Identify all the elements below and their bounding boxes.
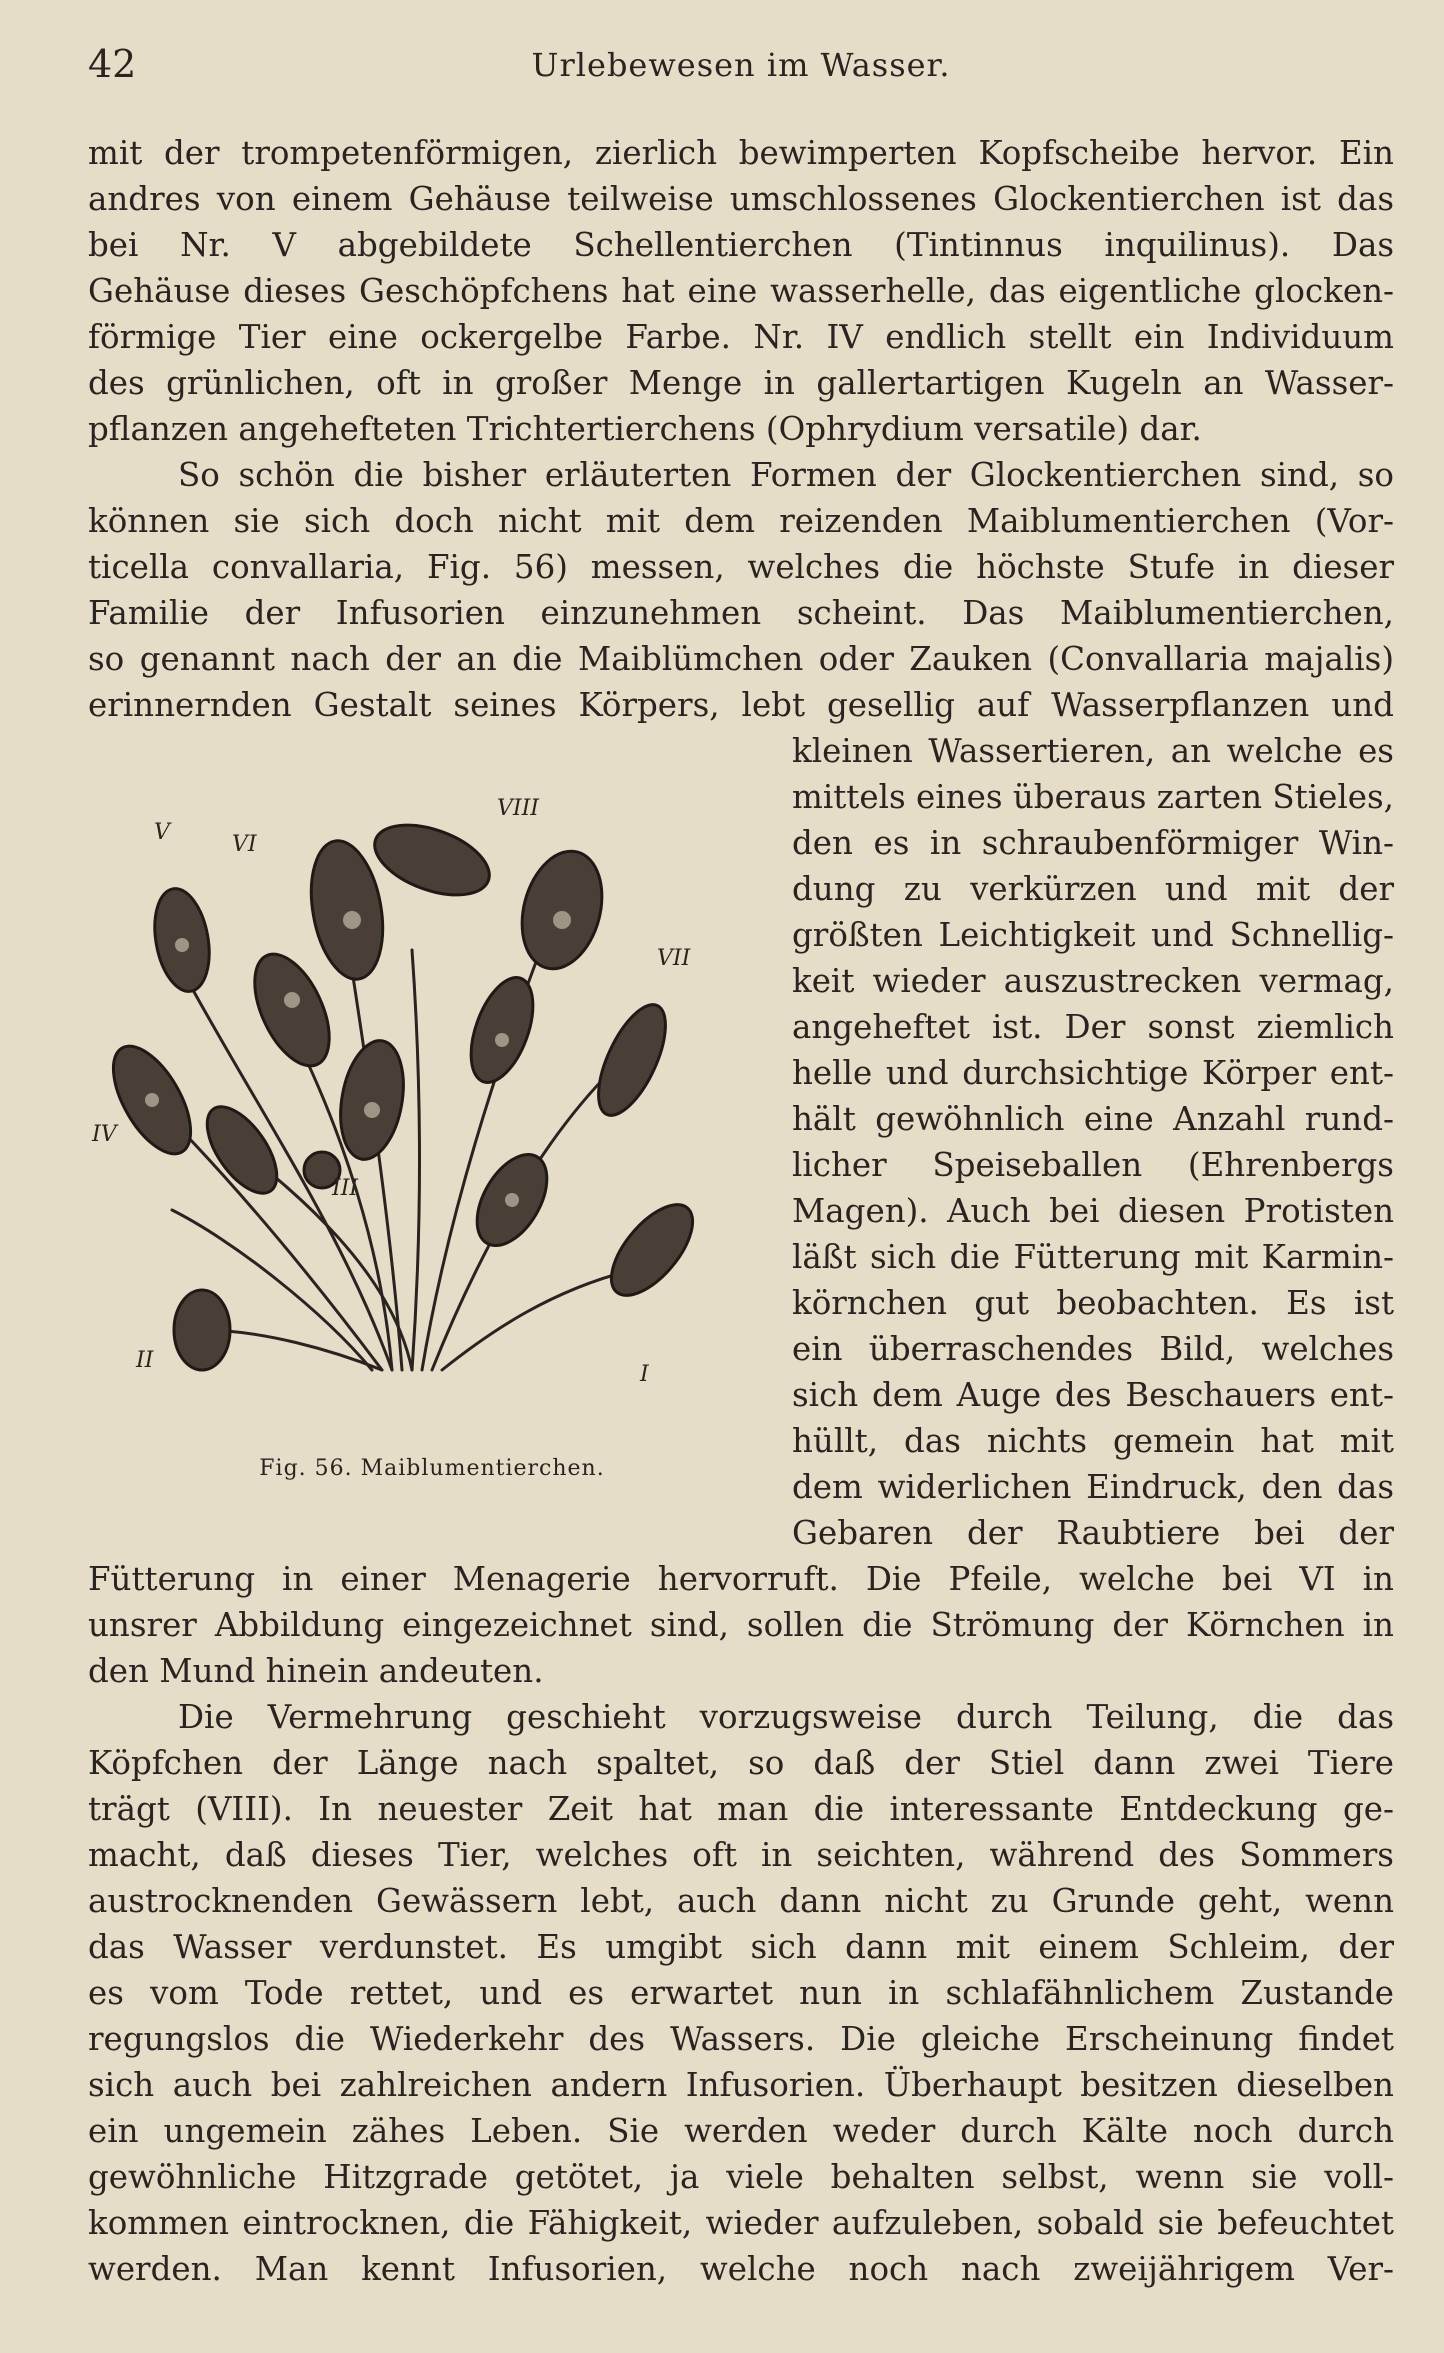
text-line: läßt sich die Fütterung mit Karmin-	[792, 1238, 1394, 1276]
text-line: größten Leichtigkeit und Schnellig-	[792, 916, 1394, 954]
text-line: gewöhnliche Hitzgrade getötet, ja viele behalten selbst, wenn sie voll-	[88, 2158, 1394, 2196]
text-line: werden. Man kennt Infusorien, welche noch nach zweijährigem Ver-	[88, 2250, 1394, 2288]
text-line: Gehäuse dieses Geschöpfchens hat eine wasserhelle, das eigentliche glocken-	[88, 272, 1394, 310]
text-line: hüllt, das nichts gemein hat mit	[792, 1422, 1394, 1460]
page-number: 42	[88, 42, 137, 86]
text-line: licher Speiseballen (Ehrenbergs	[792, 1146, 1394, 1184]
text-line: Fütterung in einer Menagerie hervorruft. Die Pfeile, welche bei VI in	[88, 1560, 1394, 1598]
text-line: ticella convallaria, Fig. 56) messen, welches die höchste Stufe in dieser	[88, 548, 1394, 586]
figure-label-i: I	[640, 1362, 649, 1387]
text-line: können sie sich doch nicht mit dem reizenden Maiblumentierchen (Vor-	[88, 502, 1394, 540]
figure-label-ii: II	[136, 1348, 154, 1373]
text-line: keit wieder auszustrecken vermag,	[792, 962, 1394, 1000]
page-header	[88, 42, 1394, 102]
figure-vorticella-illustration	[92, 770, 772, 1410]
text-line: es vom Tode rettet, und es erwartet nun in schlafähnlichem Zustande	[88, 1974, 1394, 2012]
text-line: hält gewöhnlich eine Anzahl rund-	[792, 1100, 1394, 1138]
text-line: kommen eintrocknen, die Fähigkeit, wieder aufzuleben, sobald sie befeuchtet	[88, 2204, 1394, 2242]
text-line: mit der trompetenförmigen, zierlich bewimperten Kopfscheibe hervor. Ein	[88, 134, 1394, 172]
figure-label-iv: IV	[92, 1122, 117, 1147]
text-line: des grünlichen, oft in großer Menge in gallertartigen Kugeln an Wasser-	[88, 364, 1394, 402]
text-line: dem widerlichen Eindruck, den das	[792, 1468, 1394, 1506]
text-line: ein überraschendes Bild, welches	[792, 1330, 1394, 1368]
text-line: den Mund hinein andeuten.	[88, 1652, 544, 1690]
figure-label-vii: VII	[657, 946, 691, 971]
text-line: sich auch bei zahlreichen andern Infusorien. Überhaupt besitzen dieselben	[88, 2066, 1394, 2104]
text-line: unsrer Abbildung eingezeichnet sind, sollen die Strömung der Körnchen in	[88, 1606, 1394, 1644]
figure-label-v: V	[154, 820, 170, 845]
text-line: kleinen Wassertieren, an welche es	[792, 732, 1394, 770]
text-line: pflanzen angehefteten Trichtertierchens (Ophrydium versatile) dar.	[88, 410, 1202, 448]
text-line: andres von einem Gehäuse teilweise umschlossenes Glockentierchen ist das	[88, 180, 1394, 218]
text-line: den es in schraubenförmiger Win-	[792, 824, 1394, 862]
text-line: ein ungemein zähes Leben. Sie werden weder durch Kälte noch durch	[88, 2112, 1394, 2150]
text-line: trägt (VIII). In neuester Zeit hat man die interessante Entdeckung ge-	[88, 1790, 1394, 1828]
text-line: austrocknenden Gewässern lebt, auch dann nicht zu Grunde geht, wenn	[88, 1882, 1394, 1920]
figure-caption: Fig. 56. Maiblumentierchen.	[259, 1456, 605, 1481]
figure-label-viii: VIII	[497, 796, 539, 821]
text-line: macht, daß dieses Tier, welches oft in seichten, während des Sommers	[88, 1836, 1394, 1874]
paragraph-start-line: So schön die bisher erläuterten Formen der Glockentierchen sind, so	[178, 456, 1394, 494]
text-line: körnchen gut beobachten. Es ist	[792, 1284, 1394, 1322]
text-line: Gebaren der Raubtiere bei der	[792, 1514, 1394, 1552]
text-line: sich dem Auge des Beschauers ent-	[792, 1376, 1394, 1414]
text-line: mittels eines überaus zarten Stieles,	[792, 778, 1394, 816]
text-line: dung zu verkürzen und mit der	[792, 870, 1394, 908]
text-line: das Wasser verdunstet. Es umgibt sich dann mit einem Schleim, der	[88, 1928, 1394, 1966]
text-line: so genannt nach der an die Maiblümchen oder Zauken (Convallaria majalis)	[88, 640, 1394, 678]
running-title: Urlebewesen im Wasser.	[531, 46, 951, 84]
text-line: regungslos die Wiederkehr des Wassers. Die gleiche Erscheinung findet	[88, 2020, 1394, 2058]
paragraph-start-line: Die Vermehrung geschieht vorzugsweise durch Teilung, die das	[178, 1698, 1394, 1736]
text-line: Köpfchen der Länge nach spaltet, so daß der Stiel dann zwei Tiere	[88, 1744, 1394, 1782]
text-line: förmige Tier eine ockergelbe Farbe. Nr. IV endlich stellt ein Individuum	[88, 318, 1394, 356]
text-line: Familie der Infusorien einzunehmen scheint. Das Maiblumentierchen,	[88, 594, 1394, 632]
text-line: angeheftet ist. Der sonst ziemlich	[792, 1008, 1394, 1046]
text-line: erinnernden Gestalt seines Körpers, lebt gesellig auf Wasserpflanzen und	[88, 686, 1394, 724]
text-line: bei Nr. V abgebildete Schellentierchen (Tintinnus inquilinus). Das	[88, 226, 1394, 264]
figure-label-iii: III	[332, 1176, 359, 1201]
text-line: helle und durchsichtige Körper ent-	[792, 1054, 1394, 1092]
figure-label-vi: VI	[232, 832, 257, 857]
text-line: Magen). Auch bei diesen Protisten	[792, 1192, 1394, 1230]
